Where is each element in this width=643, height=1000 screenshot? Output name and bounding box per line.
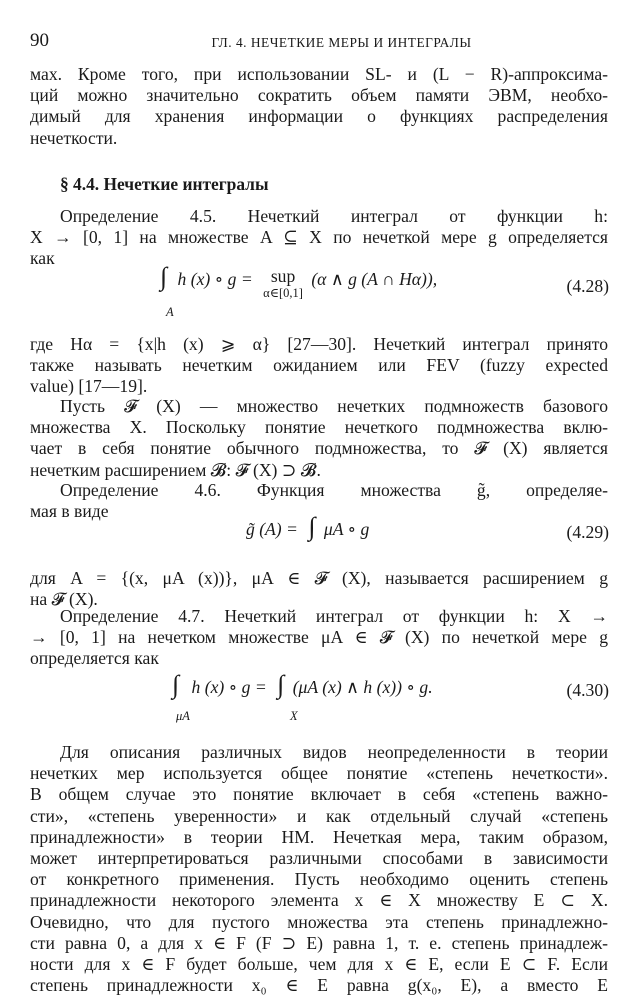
page-number: 90 (30, 30, 49, 51)
text-line: множества X. Поскольку понятие нечеткого подмножества вклю- (30, 417, 608, 438)
text-line: Определение 4.7. Нечеткий интеграл от функции h: X → (60, 606, 608, 626)
text-line: → [0, 1] на нечетком множестве μA ∈ 𝓕 (X) по нечеткой мере g (30, 627, 608, 648)
text-line: ности для x ∈ F будет больше, чем для x ∈ E, если E ⊂ F. Если (30, 954, 608, 975)
formula-lhs: g̃ (A) = (246, 519, 298, 539)
integral-sign: ∫ (160, 262, 168, 291)
text-line: димый для хранения информации о функциях распределения (30, 106, 608, 127)
text-line: где Hα = {x|h (x) ⩾ α} [27—30]. Нечеткий интеграл принято (30, 334, 608, 354)
final-paragraph (30, 742, 608, 996)
text-line: Определение 4.5. Нечеткий интеграл от функции h: (60, 206, 608, 226)
formula-4-30 (172, 670, 433, 699)
fx-paragraph (30, 396, 608, 481)
formula-4-29 (246, 512, 370, 541)
formula-rhs: (μA (x) ∧ h (x)) ∘ g. (292, 677, 433, 697)
text-line: сти равна 0, а для x ∈ F (F ⊃ E) равна 1, т. е. степень принадлеж- (30, 932, 608, 953)
integral-sign: ∫ (308, 512, 316, 541)
text-line: определяется как (30, 648, 159, 669)
text-line: принадлежности» в теории НМ. Нечеткая мера, таким образом, (30, 826, 608, 847)
equation-number: (4.29) (566, 522, 609, 542)
section-title: § 4.4. Нечеткие интегралы (60, 174, 269, 194)
formula-4-28 (160, 262, 438, 304)
text-line: Определение 4.6. Функция множества g̃, определяе- (60, 480, 608, 500)
text-line: также называть нечетким ожиданием или FEV (fuzzy expected (30, 355, 608, 376)
sup-subscript: α∈[0,1] (263, 286, 303, 301)
integral-lower-limit: μA (176, 709, 190, 723)
text-line: мая в виде (30, 501, 109, 522)
text-line: принадлежности некоторого элемента x ∈ X множеству E ⊂ X. (30, 890, 608, 911)
text-line: степень принадлежности x₀ ∈ E равна g(x₀, E), а вместо E (30, 975, 608, 996)
integral-lower-limit: X (290, 709, 298, 723)
supremum (263, 266, 303, 304)
text-line: Для описания различных видов неопределенности в теории (60, 742, 608, 762)
text-line: value) [17—19]. (30, 376, 148, 397)
text-line: от конкретного применения. Пусть необходимо оценить степень (30, 869, 608, 890)
text-line: может интерпретироваться различными способами в зависимости (30, 848, 608, 869)
integral-sign: ∫ (277, 670, 285, 699)
text-line: сти», «степень уверенности» и как отдельный случай «степень (30, 805, 608, 826)
formula-rhs: μA ∘ g (323, 519, 370, 539)
definition-4-5 (30, 206, 608, 270)
integral-lower-limit: A (166, 305, 174, 319)
text-line: Пусть 𝓕 (X) — множество нечетких подмножеств базового (60, 396, 608, 416)
text-line: Очевидно, что для пустого множества эта степень принадлежно- (30, 911, 608, 932)
text-line: чает в себя понятие обычного подмножества, то 𝓕 (X) является (30, 438, 608, 459)
after-4-28 (30, 334, 608, 398)
text-line: X → [0, 1] на множестве A ⊆ X по нечеткой мере g определяется (30, 227, 608, 248)
text-line: мах. Кроме того, при использовании SL- и (L − R)-аппроксима- (30, 64, 608, 84)
formula-rhs: (α ∧ g (A ∩ Hα)), (311, 269, 438, 289)
running-header: ГЛ. 4. НЕЧЕТКИЕ МЕРЫ И ИНТЕГРАЛЫ (211, 35, 472, 50)
definition-4-7 (30, 606, 608, 670)
text-line: как (30, 248, 55, 269)
text-line: на 𝓕 (X). (30, 589, 98, 610)
formula-lhs: h (x) ∘ g = (191, 677, 267, 697)
text-line: нечетким расширением 𝓑: 𝓕 (X) ⊃ 𝓑. (30, 459, 321, 480)
equation-number: (4.30) (566, 680, 609, 700)
text-line: нечетких мер используется общее понятие «степень нечеткости». (30, 763, 608, 784)
text-line: В общем случае это понятие включает в себя «степень важно- (30, 784, 608, 805)
sup-operator: sup (270, 266, 296, 286)
after-4-29 (30, 568, 608, 610)
text-line: ций можно значительно сократить объем памяти ЭВМ, необхо- (30, 85, 608, 106)
text-line: для A = {(x, μA (x))}, μA ∈ 𝓕 (X), называется расширением g (30, 568, 608, 588)
formula-lhs: h (x) ∘ g = (177, 269, 253, 289)
text-line: нечеткости. (30, 127, 118, 148)
intro-paragraph (30, 64, 608, 149)
equation-number: (4.28) (566, 276, 609, 296)
integral-sign: ∫ (172, 670, 180, 699)
